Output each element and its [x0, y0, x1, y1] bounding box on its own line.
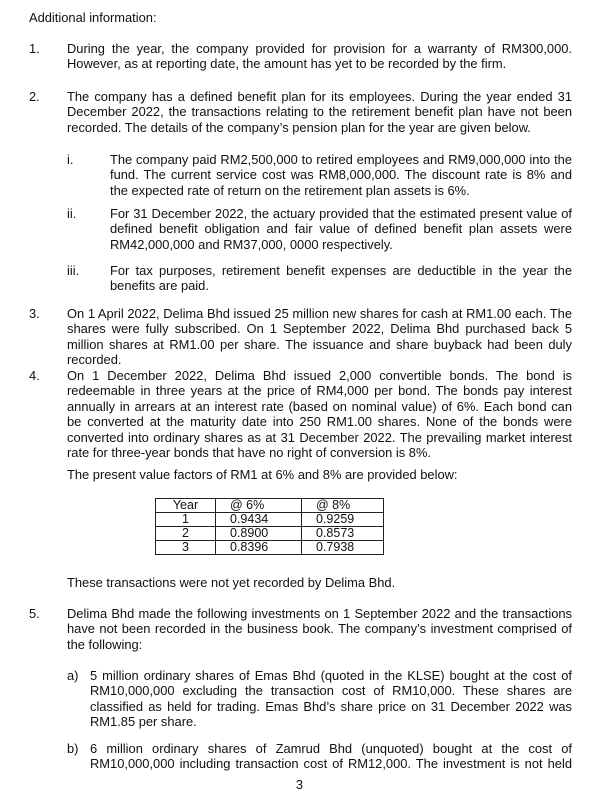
item-text: On 1 December 2022, Delima Bhd issued 2,000 convertible bonds. The bond is redeemable in three years at the price of RM4,000 per bond. The bonds pay interest annually in arrears at an interest rate (based on nominal value) of 6%. Each bond can be converted at the maturity date into 250 RM1.00 shares. None of the bonds were converted into ordinary shares as at 31 December 2022. The prevailing market interest rate for three-year bonds that have no right of conversion is 8%.	[67, 368, 572, 461]
subitem-number: b)	[67, 741, 79, 756]
table-cell: 0.8900	[216, 527, 302, 541]
section-heading: Additional information:	[29, 10, 157, 25]
subitem-number: ii.	[67, 206, 77, 221]
present-value-table	[155, 498, 384, 555]
item-note-text: These transactions were not yet recorded by Delima Bhd.	[67, 575, 396, 590]
table-header-row	[156, 499, 384, 513]
subitem-number: i.	[67, 152, 74, 167]
subitem-text: For 31 December 2022, the actuary provided that the estimated present value of defined benefit obligation and fair value of defined benefit plan assets were RM42,000,000 and RM37,000, 0000 respectively.	[110, 206, 572, 252]
table-cell: 0.9434	[216, 513, 302, 527]
item-number: 3.	[29, 306, 40, 321]
table-cell: 3	[156, 541, 216, 555]
table-cell: 0.7938	[302, 541, 384, 555]
table-cell: 0.9259	[302, 513, 384, 527]
item-number: 5.	[29, 606, 40, 621]
subitem-text: For tax purposes, retirement benefit expenses are deductible in the year the benefits are paid.	[110, 263, 572, 294]
table-cell: 0.8573	[302, 527, 384, 541]
item-number: 4.	[29, 368, 40, 383]
table-cell: 2	[156, 527, 216, 541]
page-number: 3	[295, 777, 304, 792]
table-cell: 0.8396	[216, 541, 302, 555]
item-number: 1.	[29, 41, 40, 56]
subitem-number: a)	[67, 668, 79, 683]
table-row	[156, 541, 384, 555]
subitem-number: iii.	[67, 263, 80, 278]
table-cell: 1	[156, 513, 216, 527]
pv-intro-text: The present value factors of RM1 at 6% and 8% are provided below:	[67, 467, 458, 482]
table-header-cell: @ 6%	[216, 499, 302, 513]
item-text: On 1 April 2022, Delima Bhd issued 25 million new shares for cash at RM1.00 each. The shares were fully subscribed. On 1 September 2022, Delima Bhd purchased back 5 million shares at RM1.00 per share. The issuance and share buyback had been duly recorded.	[67, 306, 572, 368]
item-text: During the year, the company provided for provision for a warranty of RM300,000. However, as at reporting date, the amount has yet to be recorded by the firm.	[67, 41, 572, 72]
table-row	[156, 513, 384, 527]
subitem-text: 6 million ordinary shares of Zamrud Bhd (unquoted) bought at the cost of RM10,000,000 including transaction cost of RM12,000. The investment is not held	[90, 741, 572, 772]
item-text: The company has a defined benefit plan for its employees. During the year ended 31 December 2022, the transactions relating to the retirement benefit plan have not been recorded. The details of the company’s pension plan for the year are given below.	[67, 89, 572, 135]
table-header-cell: Year	[156, 499, 216, 513]
item-text: Delima Bhd made the following investments on 1 September 2022 and the transactions have not been recorded in the business book. The company’s investment comprised of the following:	[67, 606, 572, 652]
subitem-text: 5 million ordinary shares of Emas Bhd (quoted in the KLSE) bought at the cost of RM10,000,000 excluding the transaction cost of RM10,000. These shares are classified as held for trading. Emas Bhd’s share price on 31 December 2022 was RM1.85 per share.	[90, 668, 572, 730]
table-header-cell: @ 8%	[302, 499, 384, 513]
subitem-text: The company paid RM2,500,000 to retired employees and RM9,000,000 into the fund. The current service cost was RM8,000,000. The discount rate is 8% and the expected rate of return on the retirement plan assets is 6%.	[110, 152, 572, 198]
table-row	[156, 527, 384, 541]
item-number: 2.	[29, 89, 40, 104]
